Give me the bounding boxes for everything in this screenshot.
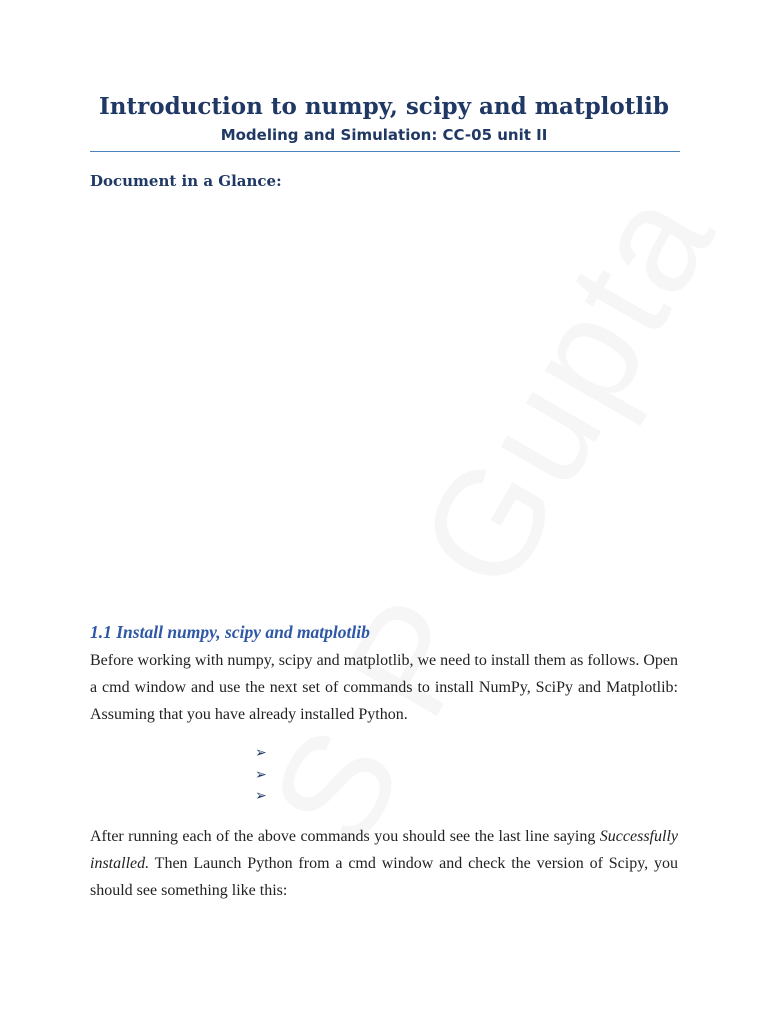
install-paragraph: Before working with numpy, scipy and matplotlib, we need to install them as follows. Open a cmd window and use the next set of commands to install NumPy, SciPy and Matplotlib: Assuming that you have already installed Python. [90, 652, 678, 723]
arrow-bullet-icon: ➢ [255, 766, 267, 783]
document-title: Introduction to numpy, scipy and matplotlib [99, 93, 669, 120]
watermark [236, 159, 749, 874]
result-paragraph-prefix: After running each of the above commands you should see the last line saying [90, 828, 600, 845]
command-list [255, 743, 267, 808]
section-heading: 1.1 Install numpy, scipy and matplotlib [90, 622, 370, 642]
title-divider [90, 151, 680, 152]
arrow-bullet-icon: ➢ [255, 788, 267, 804]
arrow-bullet-icon: ➢ [255, 745, 267, 761]
document-subtitle: Modeling and Simulation: CC-05 unit II [220, 126, 548, 144]
glance-heading: Document in a Glance: [90, 172, 282, 190]
successfully-installed-text: Successfully installed. [90, 828, 678, 872]
result-paragraph-suffix: Then Launch Python from a cmd window and check the version of Scipy, you should see something like this: [90, 855, 678, 899]
result-paragraph [90, 823, 678, 904]
